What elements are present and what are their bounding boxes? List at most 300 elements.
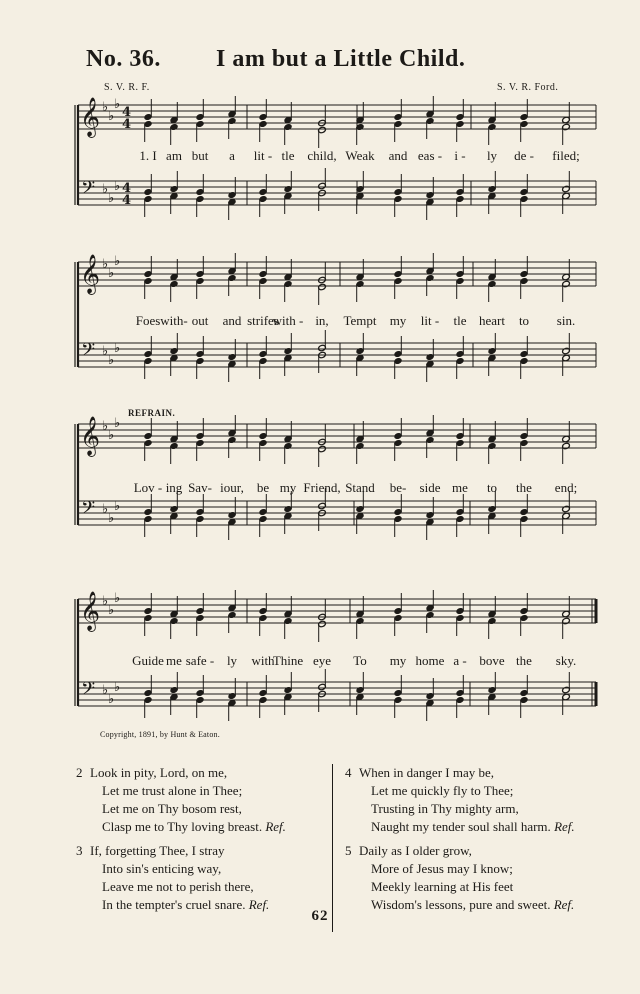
verse-line: Look in pity, Lord, on me, [90, 765, 228, 780]
alto-note [284, 280, 293, 302]
alto-note [356, 123, 365, 145]
lyric-syllable: filed; [552, 148, 580, 163]
verse-number: 2 [76, 765, 83, 780]
tenor-note [426, 339, 435, 361]
music-credit: S. V. R. Ford. [497, 82, 559, 93]
lyric-syllable: bove [479, 653, 505, 668]
tenor-note [196, 336, 205, 358]
alto-note [394, 614, 403, 636]
soprano-note [196, 418, 205, 440]
lyric-syllable: the [516, 480, 532, 495]
soprano-note [228, 96, 237, 118]
bass-note [520, 696, 529, 718]
bass-note [562, 192, 571, 214]
verse-line: Let me trust alone in Thee; [102, 783, 243, 798]
soprano-note [144, 593, 153, 615]
svg-text:♭: ♭ [102, 419, 109, 434]
alto-note [228, 274, 237, 296]
bass-note [520, 515, 529, 537]
treble-staff [78, 262, 596, 286]
alto-note [170, 123, 179, 145]
bass-note [426, 518, 435, 540]
soprano-note [456, 593, 465, 615]
bass-note [284, 192, 293, 214]
alto-note [562, 442, 571, 464]
tenor-note [196, 675, 205, 697]
bass-note [488, 512, 497, 534]
bass-note [456, 696, 465, 718]
lyric-syllable: end; [554, 480, 578, 495]
bass-note [228, 198, 237, 220]
verse-line: In the tempter's cruel snare. [102, 897, 246, 912]
alto-note [259, 439, 268, 461]
bass-note [426, 360, 435, 382]
bass-note [356, 512, 365, 534]
bass-note [284, 512, 293, 534]
alto-note [170, 442, 179, 464]
tenor-note [170, 171, 179, 193]
svg-text:♭: ♭ [102, 257, 109, 272]
bass-note [259, 696, 268, 718]
treble-clef-icon: 𝄞 [80, 416, 101, 456]
bass-note [456, 515, 465, 537]
svg-text:♭: ♭ [102, 594, 109, 609]
svg-text:4: 4 [122, 181, 132, 196]
alto-note [259, 614, 268, 636]
tenor-note [228, 339, 237, 361]
tenor-note [426, 497, 435, 519]
tenor-note [356, 333, 365, 355]
bass-note [562, 512, 571, 534]
lyric-syllable: me [166, 653, 182, 668]
lyric-syllable: but [191, 148, 209, 163]
tenor-note [318, 168, 327, 190]
key-signature-flats-icon [102, 341, 120, 368]
soprano-note [426, 96, 435, 118]
lyric-syllable: ly [226, 653, 238, 668]
tenor-note [456, 174, 465, 196]
lyric-syllable: my [389, 653, 407, 668]
svg-text:♭: ♭ [108, 511, 115, 526]
lyric-syllable: eye [312, 653, 332, 668]
verse-4 [339, 764, 589, 836]
bass-note [228, 518, 237, 540]
verses-column-right [332, 764, 589, 932]
tenor-note [488, 171, 497, 193]
alto-note [456, 439, 465, 461]
bass-note [562, 693, 571, 715]
tenor-note [488, 672, 497, 694]
lyric-syllable: be [256, 480, 270, 495]
svg-text:♭: ♭ [108, 428, 115, 443]
bass-note [356, 354, 365, 376]
bass-clef-icon: 𝄢 [81, 178, 96, 203]
bass-note [356, 693, 365, 715]
lyric-syllable: child, [307, 148, 337, 163]
alto-note [228, 611, 237, 633]
tenor-note [520, 174, 529, 196]
lyric-syllable: am [166, 148, 182, 163]
tenor-note [259, 336, 268, 358]
bass-note [394, 357, 403, 379]
alto-note [144, 439, 153, 461]
svg-text:4: 4 [122, 105, 132, 120]
bass-note [144, 696, 153, 718]
lyric-syllable: Stand [345, 480, 375, 495]
alto-note [196, 277, 205, 299]
soprano-note [144, 99, 153, 121]
alto-note [456, 120, 465, 142]
lyric-syllable: 1. I [139, 148, 157, 163]
alto-note [318, 283, 327, 305]
bass-note [562, 354, 571, 376]
verse-line: Let me quickly fly to Thee; [371, 783, 514, 798]
verse-number: 4 [345, 765, 352, 780]
soprano-note [196, 99, 205, 121]
soprano-note [394, 418, 403, 440]
alto-note [228, 117, 237, 139]
page-number: 62 [311, 908, 329, 924]
lyric-syllable: with - [272, 313, 304, 328]
bass-note [196, 357, 205, 379]
alto-note [144, 614, 153, 636]
key-signature-flats-icon [102, 179, 120, 206]
lyric-line [0, 480, 640, 500]
lyric-syllable: safe - [185, 653, 215, 668]
lyric-syllable: i - [454, 148, 466, 163]
alto-note [488, 442, 497, 464]
alto-note [144, 277, 153, 299]
bass-staff [78, 501, 596, 525]
tenor-note [456, 336, 465, 358]
bass-note [170, 192, 179, 214]
svg-text:♭: ♭ [114, 416, 121, 431]
lyric-syllable: Sav- [188, 480, 212, 495]
key-signature-flats-icon [102, 97, 120, 124]
soprano-note [456, 256, 465, 278]
svg-text:♭: ♭ [114, 254, 121, 269]
tenor-note [318, 330, 327, 352]
bass-note [259, 515, 268, 537]
verse-number: 5 [345, 843, 352, 858]
bass-note [488, 354, 497, 376]
soprano-note [196, 593, 205, 615]
bass-note [144, 515, 153, 537]
soprano-note [228, 590, 237, 612]
bass-note [170, 693, 179, 715]
alto-note [170, 617, 179, 639]
key-signature-flats-icon [102, 680, 120, 707]
key-signature-flats-icon [102, 254, 120, 281]
lyric-syllable: side [419, 480, 441, 495]
verse-line: Clasp me to Thy loving breast. [102, 819, 263, 834]
svg-text:♭: ♭ [102, 683, 109, 698]
alto-note [356, 280, 365, 302]
bass-note [144, 357, 153, 379]
bass-note [426, 699, 435, 721]
refrain-marker: Ref. [248, 897, 270, 912]
bass-note [356, 192, 365, 214]
alto-note [562, 123, 571, 145]
tenor-note [284, 171, 293, 193]
bass-note [488, 693, 497, 715]
lyric-line [0, 148, 640, 168]
lyric-line [0, 653, 640, 673]
lyric-syllable: out [191, 313, 209, 328]
alto-note [562, 617, 571, 639]
svg-text:♭: ♭ [102, 502, 109, 517]
tenor-note [520, 675, 529, 697]
tenor-note [284, 672, 293, 694]
svg-text:♭: ♭ [108, 353, 115, 368]
tenor-note [394, 336, 403, 358]
key-signature-flats-icon [102, 591, 120, 618]
bass-note [394, 515, 403, 537]
bass-note [170, 512, 179, 534]
alto-note [356, 442, 365, 464]
verse-line: More of Jesus may I know; [371, 861, 513, 876]
lyric-syllable: a [229, 148, 235, 163]
bass-note [228, 699, 237, 721]
verse-line: Let me on Thy bosom rest, [102, 801, 242, 816]
verse-line: Trusting in Thy mighty arm, [371, 801, 519, 816]
alto-note [562, 280, 571, 302]
bass-note [259, 195, 268, 217]
bass-note [394, 696, 403, 718]
alto-note [394, 120, 403, 142]
lyric-syllable: be- [389, 480, 407, 495]
tenor-note [520, 336, 529, 358]
verse-line: Leave me not to perish there, [102, 879, 254, 894]
lyric-syllable: Thine [272, 653, 304, 668]
bass-clef-icon: 𝄢 [81, 679, 96, 704]
lyric-syllable: with [251, 653, 275, 668]
alto-note [426, 274, 435, 296]
bass-staff [78, 181, 596, 205]
lyric-syllable: Lov - [133, 480, 163, 495]
svg-text:♭: ♭ [108, 603, 115, 618]
tenor-note [144, 174, 153, 196]
refrain-marker: Ref. [265, 819, 286, 834]
svg-text:4: 4 [122, 193, 132, 208]
alto-note [259, 120, 268, 142]
lyric-syllable: Tempt [343, 313, 377, 328]
alto-note [520, 614, 529, 636]
lyric-syllable: lit - [420, 313, 440, 328]
time-signature-icon [122, 105, 131, 132]
time-signature-icon [122, 181, 131, 208]
tenor-note [228, 177, 237, 199]
alto-note [426, 117, 435, 139]
tenor-note [356, 672, 365, 694]
refrain-marker: Ref. [554, 819, 575, 834]
verse-line: When in danger I may be, [359, 765, 495, 780]
bass-note [284, 693, 293, 715]
alto-note [488, 280, 497, 302]
lyric-syllable: with- [160, 313, 188, 328]
bass-note [196, 696, 205, 718]
alto-note [284, 123, 293, 145]
svg-text:♭: ♭ [108, 692, 115, 707]
tenor-note [426, 678, 435, 700]
verse-2 [70, 764, 320, 836]
soprano-note [228, 253, 237, 275]
verse-3 [70, 842, 320, 914]
words-credit: S. V. R. F. [104, 82, 150, 93]
alto-note [426, 436, 435, 458]
verse-line: If, forgetting Thee, I stray [90, 843, 225, 858]
bass-staff [78, 343, 596, 367]
lyric-syllable: heart [479, 313, 505, 328]
svg-text:♭: ♭ [108, 191, 115, 206]
alto-note [318, 445, 327, 467]
lyric-syllable: lit - [253, 148, 273, 163]
svg-text:♭: ♭ [102, 344, 109, 359]
lyric-syllable: sky. [555, 653, 577, 668]
tenor-note [426, 177, 435, 199]
copyright-notice: Copyright, 1891, by Hunt & Eaton. [100, 730, 220, 739]
alto-note [356, 617, 365, 639]
bass-note [456, 195, 465, 217]
soprano-note [394, 593, 403, 615]
lyric-syllable: sin. [556, 313, 576, 328]
bass-note [488, 192, 497, 214]
bass-clef-icon: 𝄢 [81, 340, 96, 365]
lyric-syllable: a - [453, 653, 467, 668]
svg-text:♭: ♭ [114, 341, 121, 356]
svg-text:4: 4 [122, 117, 132, 132]
bass-note [228, 360, 237, 382]
lyric-syllable: and [388, 148, 408, 163]
tenor-note [456, 675, 465, 697]
lyric-syllable: Weak [345, 148, 375, 163]
verses-column-left [70, 764, 320, 920]
lyric-syllable: eas - [417, 148, 443, 163]
soprano-note [259, 256, 268, 278]
soprano-note [228, 415, 237, 437]
soprano-note [259, 593, 268, 615]
treble-clef-icon: 𝄞 [80, 254, 101, 294]
soprano-note [520, 256, 529, 278]
soprano-note [196, 256, 205, 278]
lyric-syllable: Foes [135, 313, 161, 328]
svg-text:♭: ♭ [102, 100, 109, 115]
alto-note [394, 277, 403, 299]
svg-text:♭: ♭ [102, 182, 109, 197]
alto-note [170, 280, 179, 302]
lyric-syllable: to [486, 480, 498, 495]
svg-text:♭: ♭ [108, 109, 115, 124]
svg-text:♭: ♭ [114, 680, 121, 695]
treble-staff [78, 105, 596, 129]
refrain-marker: Ref. [553, 897, 575, 912]
refrain-label: REFRAIN. [128, 408, 176, 418]
verse-line: Into sin's enticing way, [102, 861, 222, 876]
lyric-syllable: Guide [132, 653, 164, 668]
tenor-note [394, 675, 403, 697]
verse-line: Meekly learning at His feet [371, 879, 514, 894]
svg-text:♭: ♭ [114, 97, 121, 112]
verse-line: Daily as I older grow, [359, 843, 472, 858]
alto-note [228, 436, 237, 458]
alto-note [284, 442, 293, 464]
soprano-note [259, 99, 268, 121]
svg-text:♭: ♭ [108, 266, 115, 281]
lyric-syllable: de - [514, 148, 534, 163]
alto-note [520, 439, 529, 461]
lyric-syllable: in, [315, 313, 329, 328]
alto-note [520, 120, 529, 142]
lyric-syllable: iour, [220, 480, 244, 495]
lyric-syllable: home [415, 653, 445, 668]
tenor-note [562, 333, 571, 355]
lyric-syllable: ing [165, 480, 183, 495]
alto-note [318, 620, 327, 642]
bass-note [520, 195, 529, 217]
tenor-note [562, 171, 571, 193]
hymn-title: I am but a Little Child. [216, 46, 466, 72]
soprano-note [394, 256, 403, 278]
lyric-syllable: strifes [247, 313, 279, 328]
tenor-note [144, 675, 153, 697]
bass-note [520, 357, 529, 379]
bass-note [426, 198, 435, 220]
alto-note [318, 126, 327, 148]
tenor-note [259, 174, 268, 196]
lyric-syllable: tle [453, 313, 467, 328]
alto-note [196, 614, 205, 636]
alto-note [426, 611, 435, 633]
soprano-note [259, 418, 268, 440]
tenor-note [170, 672, 179, 694]
alto-note [520, 277, 529, 299]
treble-clef-icon: 𝄞 [80, 591, 101, 631]
treble-staff [78, 599, 596, 623]
soprano-note [426, 415, 435, 437]
soprano-note [426, 590, 435, 612]
bass-note [170, 354, 179, 376]
tenor-note [170, 333, 179, 355]
soprano-note [520, 99, 529, 121]
alto-note [196, 120, 205, 142]
key-signature-flats-icon [102, 499, 120, 526]
lyric-syllable: my [389, 313, 407, 328]
bass-note [196, 515, 205, 537]
tenor-note [228, 678, 237, 700]
bass-note [284, 354, 293, 376]
tenor-note [562, 672, 571, 694]
tenor-note [144, 336, 153, 358]
tenor-note [196, 174, 205, 196]
soprano-note [394, 99, 403, 121]
soprano-note [144, 256, 153, 278]
alto-note [456, 614, 465, 636]
verse-line: Naught my tender soul shall harm. [371, 819, 551, 834]
lyric-syllable: and [222, 313, 242, 328]
bass-note [394, 195, 403, 217]
bass-note [456, 357, 465, 379]
verse-5 [339, 842, 589, 914]
bass-note [144, 195, 153, 217]
tenor-note [488, 333, 497, 355]
key-signature-flats-icon [102, 416, 120, 443]
tenor-note [228, 497, 237, 519]
lyric-syllable: me [452, 480, 468, 495]
soprano-note [426, 253, 435, 275]
lyric-syllable: ly [486, 148, 498, 163]
bass-staff [78, 682, 596, 706]
alto-note [488, 123, 497, 145]
